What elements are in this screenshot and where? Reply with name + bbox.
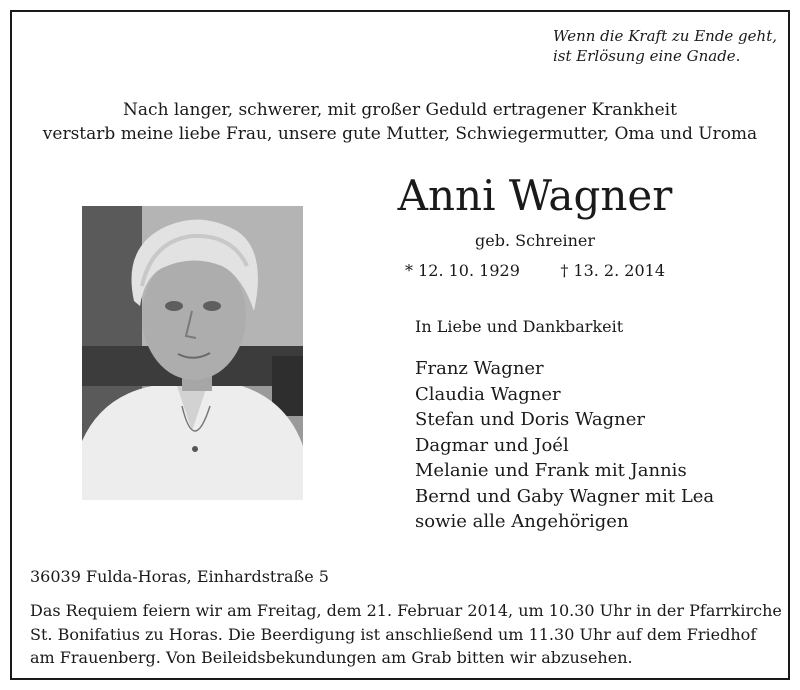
mourner-item: Bernd und Gaby Wagner mit Lea (415, 485, 715, 507)
requiem-line-3: am Frauenberg. Von Beileidsbekundungen am Grab bitten wir abzusehen. (30, 648, 633, 667)
mourner-item: sowie alle Angehörigen (415, 511, 629, 532)
birth-name: geb. Schreiner (474, 231, 595, 250)
mourners-list (415, 356, 714, 535)
death-date: † 13. 2. 2014 (560, 261, 665, 280)
portrait-photo (82, 206, 303, 500)
mourner-item: Franz Wagner (415, 358, 544, 379)
intro-line-2: verstarb meine liebe Frau, unsere gute Mutter, Schwiegermutter, Oma und Uroma (42, 124, 758, 144)
requiem-line-2: St. Bonifatius zu Horas. Die Beerdigung ist anschließend um 11.30 Uhr auf dem Friedhof (30, 624, 757, 644)
thanks-heading: In Liebe und Dankbarkeit (415, 317, 624, 336)
life-dates (405, 260, 665, 282)
intro-text (0, 98, 800, 146)
mourner-item: Melanie und Frank mit Jannis (415, 460, 687, 481)
mourner-item: Dagmar und Joél (415, 434, 569, 456)
motto-quote (553, 26, 777, 66)
requiem-notice (30, 599, 782, 670)
mourning-address: 36039 Fulda-Horas, Einhardstraße 5 (30, 567, 329, 586)
intro-line-1: Nach langer, schwerer, mit großer Geduld ertragener Krankheit (123, 100, 677, 120)
deceased-name: Anni Wagner (397, 171, 673, 220)
motto-line-2: ist Erlösung eine Gnade. (553, 47, 741, 65)
mourner-item: Stefan und Doris Wagner (415, 409, 645, 430)
requiem-line-1: Das Requiem feiern wir am Freitag, dem 21. Februar 2014, um 10.30 Uhr in der Pfarrkirche (30, 601, 782, 620)
birth-date: * 12. 10. 1929 (405, 261, 520, 280)
mourner-item: Claudia Wagner (415, 383, 561, 405)
motto-line-1: Wenn die Kraft zu Ende geht, (553, 27, 777, 45)
